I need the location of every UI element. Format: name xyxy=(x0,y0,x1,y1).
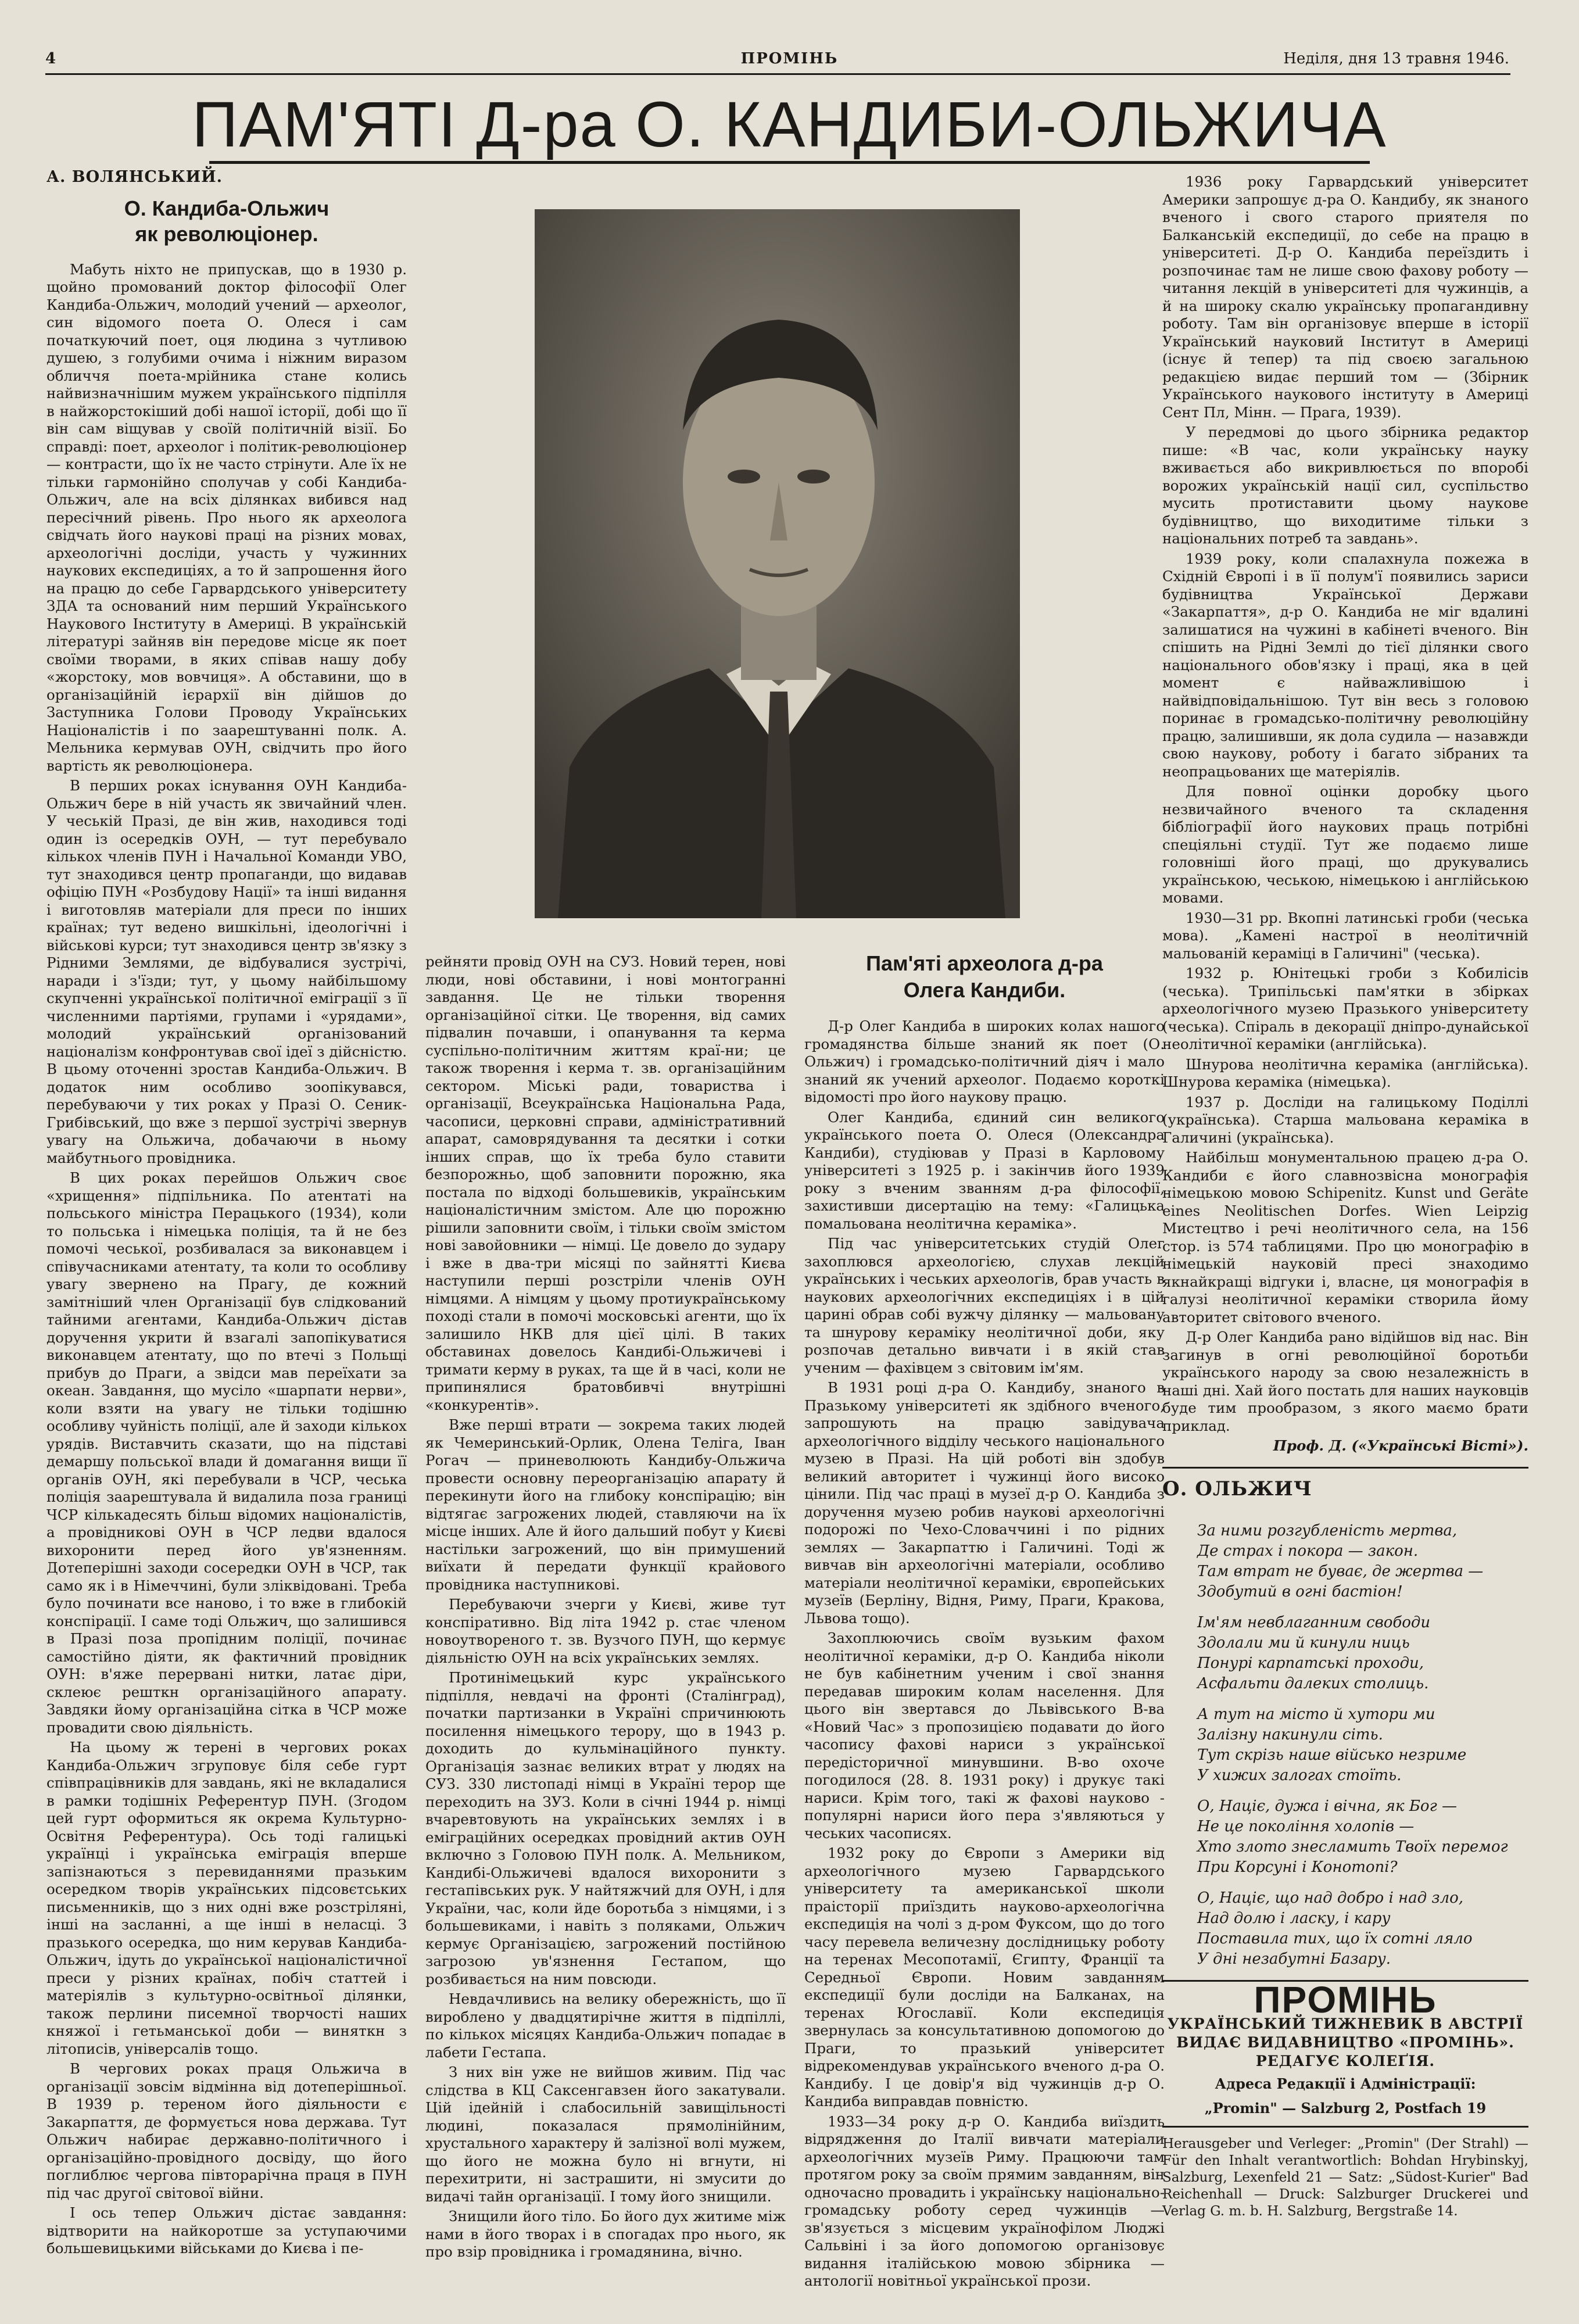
poem-line: Тут скрізь наше військо незриме xyxy=(1197,1746,1467,1764)
poem-line: О, Націє, що над добро і над зло, xyxy=(1197,1889,1464,1907)
title-underline xyxy=(209,161,1370,164)
article2-title-line2: Олега Кандиби. xyxy=(903,978,1066,1002)
poem-stanza xyxy=(1197,1613,1528,1694)
poem-line: Там втрат не буває, де жертва — xyxy=(1197,1563,1484,1580)
paragraph: У передмові до цього збірника редактор пише: «В час, коли українську науку вживається або викривлюється по впоробі ворожих українській нації сил, суспільство мусить протиставити цьому наукове будівництво, що виходитиме тільки з національних потреб та завдань». xyxy=(1162,424,1528,547)
article2-title xyxy=(804,950,1165,1004)
poem-line: О, Націє, дужа і вічна, як Бог — xyxy=(1197,1797,1457,1815)
paragraph: 1936 року Гарвардський університет Америки запрошує д-ра О. Кандибу, як знаного вченого і свого старого приятеля по Балканській експедиції, до себе на працю в університеті. Д-р О. Кандиба переїздить і розпочинає там не лише свою фахову роботу — читання лекцій в університеті для чужинців, а й на широку скалю українську пропагандивну роботу. Там він організовує вперше в історії Український науковий Інститут в Америці (існує й тепер) та під своєю загальною редакцією видає перший том — (Збірник Українського наукового інституту в Америці Сент Пл, Мінн. — Прага, 1939). xyxy=(1162,173,1528,421)
paragraph: рейняти провід ОУН на СУЗ. Новий терен, нові люди, нові обставини, і нові монтогранні завдання. Це не тільки творення організаційної сітки. Це творення, від самих підвалин почавши, і опанування та керма суспільно-політичним життям краї-ни; це також творення і керма т. зв. організаційним сектором. Міські ради, товариства і організації, Всеукраїнська Національна Рада, часописи, церковні справи, адміністративний апарат, самоврядування та десятки і сотки інших справ, що їх треба було ставити безпорожньо, щоб заповнити порожню, яка постала по відході большевиків, українським націоналістичним змістом. Але цю порожню рішили заповнити своїм, і тільки своїм змістом нові завойовники — німці. Це довело до зудару і вже в два-три місяці по зайнятті Києва наступили перші розстріли членів ОУН німцями. А німцям у цьому протиукраїнському поході стали в помочі московські агенти, що їх залишило НКВ для цієї цілі. В таких обставинах довелось Кандибі-Ольжичеві і тримати керму в руках, та ще й в часі, коли не припинялися братовбивчі внутрішні «конкурентів». xyxy=(425,953,786,1413)
right-column xyxy=(1162,173,1528,2220)
paragraph: В перших роках існування ОУН Кандиба-Ольжич бере в ній участь як звичайний член. У чеській Празі, де він жив, находився тоді один із осередків ОУН, — тут перебувало кількох членів ПУН і Начальної Команди УВО, тут знаходився центр пропаганди, що видавав офіцію ПУН «Розбудову Нації» та інші видання і виготовляв матеріали для преси по інших країнах; тут ведено вишкільні, ідеологічні і військові курси; тут знаходився центр зв'язку з Рідними Землями, де відбувалися зустрічі, наради і з'їзди; тут, у цьому найбільшому скупченні української політичної еміграції з її численними партіями, групами і «урядами», молодий український організований націоналізм конфронтував свої ідеї з дійсністю. В цьому оточенні зростав Кандиба-Ольжич. В додаток ним особливо зоопікувався, перебуваючи у тих роках у Празі О. Сеник-Грибівський, що вже з першої зустрічі звернув увагу на Ольжича, добачаючи в ньому майбутнього провідника. xyxy=(46,777,407,1166)
poem-author: О. ОЛЬЖИЧ xyxy=(1162,1477,1312,1501)
paragraph: Вже перші втрати — зокрема таких людей як Чемеринський-Орлик, Олена Теліга, Іван Рогач — приневолюють Кандибу-Ольжича провести основну переорганізацію апарату й перекинути його на глибоку конспірацію; він відтягає загрожених людей, ставляючи на їх місце інших. Але й його дальший побут у Києві настільки загрожений, що він примушений виїхати й передати функції крайового провідника наступникові. xyxy=(425,1416,786,1593)
paragraph: Під час університетських студій Олег захоплювся археологією, слухав лекцій українських і чеських археологів, брав участь в наукових археологічних експедиціях і в цій царині обрав собі вужчу ділянку — мальовану та шнурову кераміку неолітичної доби, яку розпочав детально вивчати і в якій став ученим — фахівцем з світовим ім'ям. xyxy=(804,1235,1165,1376)
paragraph: На цьому ж терені в чергових роках Кандиба-Ольжич згруповує біля себе гурт співпрацівників для завдань, які не вкладалися в рамки тодішніх Референтур ПУН. (Згодом цей гурт оформиться як окрема Культурно-Освітня Референтура). Ось тоді галицькі українці і українська еміграція вперше запізнаються з перевиданнями празьким осередком творів українських підсовєтських письменників, що з них одні вже розстріляні, інші на засланні, а ще інші в неласці. З празького осередка, що ним керував Кандиба-Ольжич, ідуть до української націоналістичної преси у різних країнах, побіч статтей і матеріялів з культурно-освітньої ділянки, також перлини писемної творчості наших княжої і гетьманської доби — виняткн з літописів, універсалів тощо. xyxy=(46,1739,407,2057)
paragraph: Д-р Олег Кандиба в широких колах нашого громадянства більше знаний як поет (О. Ольжич) і громадсько-політичний діяч і мало знаний як учений археолог. Подаємо короткі відомості про його наукову працю. xyxy=(804,1018,1165,1105)
poem-line: Здобутий в огні бастіон! xyxy=(1197,1583,1403,1600)
paragraph: В 1931 році д-ра О. Кандибу, знаного в Празькому університеті як здібного вченого, запрошують на працю завідувача археологічного відділу чеського національного музею в Празі. На цій роботі він здобув великий авторитет і чужинці його високо цінили. Під час праці в музеї д-р О. Кандиба з доручення музею робив наукові археологічні подорожі по Чехо-Словаччині і по рідних землях — Закарпаттю і Галичині. Тоді ж вивчав він археологічні матеріали, особливо матеріали неолітичної кераміки, європейських музеїв (Берліну, Відня, Риму, Праги, Кракова, Львова тощо). xyxy=(804,1379,1165,1627)
poem-line: Понурі карпатські проходи, xyxy=(1197,1655,1424,1672)
poem-line: Здолали ми й кинули ниць xyxy=(1197,1634,1410,1652)
poem-line: Хто злото знесламить Твоїх перемог xyxy=(1197,1838,1508,1856)
section-divider xyxy=(1162,2126,1528,2128)
paragraph: Найбільш монументальною працею д-ра О. Кандиби є його славнозвісна монографія німецькою мовою Schipenitz. Kunst und Geräte eines Neolitischen Dorfes. Wien Leipzig Мистецтво і речі неолітичного села, на 156 стор. із 574 таблицями. Про цю монографію в німецькій науковій пресі знаходимо якнайкращі відгуки і, власне, ця монографія в галузі неолітичної кераміки створила йому авторитет світового вченого. xyxy=(1162,1149,1528,1326)
paragraph: Д-р Олег Кандиба рано відійшов від нас. Він загинув в огні революційної боротьби українського народу за свою незалежність в наші дні. Хай його постать для наших науковців буде тим прообразом, з якого маємо брати приклад. xyxy=(1162,1328,1528,1434)
poem-line: Ім'ям невблаганним свободи xyxy=(1197,1614,1431,1631)
paragraph: 1932 року до Європи з Америки від археологічного музею Гарвардського університету та американської школи праісторії приїздить науково-археологічна експедиція на чолі з д-ром Фуксом, що до того часу перевела величезну дослідницьку роботу на теренах Месопотамії, Єгипту, Франції та Середньої Європи. Новим завданням експедиції були досліди на Балканах, на теренах Югославії. Коли експедиція звернулась за консультативною допомогою до Праги, то празький університет відрекомендував українського вченого д-ра О. Кандибу. І це довір'я від чужинців д-р О. Кандиба виправдав повністю. xyxy=(804,1845,1165,2110)
paragraph: Невдачливись на велику обережність, що її вироблено у двадцятирічне життя в підпіллі, по кількох місяцях Кандиба-Ольжич попадає в лабети Гестапа. xyxy=(425,1990,786,2061)
imprint: Herausgeber und Verleger: „Promin" (Der Strahl) — Für den Inhalt verantwortlich: Bohdan Hrybinskyj, Salzburg, Lexenfeld 21 — Satz: „Südost-Kurier" Bad Reichenhall — Druck: Salzburger Druckerei und Verlag G. m. b. H. Salzburg, Bergstraße 14. xyxy=(1162,2136,1528,2219)
paragraph: З них він уже не вийшов живим. Під час слідства в КЦ Саксенгавзен його закатували. Цій ідейній і слабосильній завищільності людині, показалася прямолінійним, хрустального характеру й залізної волі мужем, що його не можна було ні вгнути, ні перехитрити, ні застрашити, ні змусити до видачі тайн організації. І тому його знищили. xyxy=(425,2064,786,2205)
masthead-name: ПРОМІНЬ xyxy=(1254,1979,1437,2021)
paragraph: Захоплюючись своїм вузьким фахом неолітичної кераміки, д-р О. Кандиба ніколи не був кабінетним ученим і свої знання передавав широким колам населення. Для цього він звертався до Львівського В-ва «Новий Час» з пропозицією подавати до його часопису фахові нариси з української передісторичної минувшини. В-во охоче погодилося (28. 8. 1931 року) і друкує такі нариси. Крім того, такі ж фахові науково - популярні нариси його пера з'являються у чеських часописях. xyxy=(804,1630,1165,1842)
article2-column3 xyxy=(804,950,1165,2293)
page-title: ПАМ'ЯТІ Д-ра О. КАНДИБИ-ОЛЬЖИЧА xyxy=(192,89,1387,160)
poem-line: При Корсуні і Конотопі? xyxy=(1197,1859,1398,1876)
paragraph: В чергових роках праця Ольжича в організації зовсім відмінна від дотеперішньої. В 1939 р. тереном його діяльности є Закарпаття, де формується нова держава. Тут Ольжич набирає державно-політичного і організаційно-провідного досвіду, що його поглиблює чергова півторарічна праця в ПУН під час другої світової війни. xyxy=(46,2060,407,2201)
paragraph: Шнурова неолітична кераміка (англійська). Шнурова кераміка (німецька). xyxy=(1162,1055,1528,1090)
poem-line: Де страх і покора — закон. xyxy=(1197,1542,1419,1560)
paragraph: 1930—31 рр. Вкопні латинські гроби (чеська мова). „Камені настрої в неолітичній мальованій кераміці в Галичині" (чеська). xyxy=(1162,909,1528,962)
article1-title-line1: О. Кандиба-Ольжич xyxy=(124,196,330,220)
masthead-address-label: Адреса Редакції і Адміністрації: xyxy=(1215,2075,1476,2092)
poem-stanza xyxy=(1197,1704,1528,1786)
article1-author: А. ВОЛЯНСЬКИЙ. xyxy=(46,168,223,186)
article2-signature: Проф. Д. («Українські Вісті»). xyxy=(1273,1437,1528,1454)
poem-line: За ними розгубленість мертва, xyxy=(1197,1522,1458,1539)
poem-line: Над долю і ласку, і кару xyxy=(1197,1910,1391,1927)
poem xyxy=(1162,1521,1528,1970)
header-rule xyxy=(45,73,1510,75)
poem-line: У дні незабутні Базару. xyxy=(1197,1950,1391,1968)
poem-line: У хижих залогах стоїть. xyxy=(1197,1767,1402,1784)
paragraph: 1933—34 року д-р О. Кандиба виїздить відрядження до Італії вивчати матеріали археологічних музеїв Риму. Працюючи там протягом року за своїм прямим завданням, він одночасно провадить і українську національно-громадську роботу серед чужинців — зв'язується з місцевим українофілом Люджі Сальвіні і за його допомогою організовує видання італійською мовою збірника — антології новітньої української прози. xyxy=(804,2112,1165,2289)
paragraph: 1937 р. Досліди на галицькому Поділлі (українська). Старша мальована кераміка в Галичині (українська). xyxy=(1162,1093,1528,1146)
article1-column2 xyxy=(425,953,786,2264)
masthead-line2: ВИДАЄ ВИДАВНИЦТВО «ПРОМІНЬ». xyxy=(1176,2033,1514,2051)
poem-line: Залізну накинули сіть. xyxy=(1197,1726,1383,1743)
poem-stanza xyxy=(1197,1888,1528,1970)
portrait-photo xyxy=(535,209,1020,918)
poem-line: Поставила тих, що їх сотні ляло xyxy=(1197,1930,1473,1947)
paragraph: Мабуть ніхто не припускав, що в 1930 р. щойно промований доктор філософії Олег Кандиба-Ольжич, молодий учений — археолог, син відомого поета О. Олеся і сам початкуючий поет, оця людина з чутливою душею, з голубими очима і ніжним виразом обличчя поета-мрійника стане колись найвизначнішим мужем українського підпілля в найжорстокіший добі нашої історії, добі що її він сам віщував у своїй політичній візії. Бо справді: поет, археолог і політик-революціонер — контрасти, що їх не часто стрінути. Але їх не тільки гармонійно сполучав у собі Кандиба-Ольжич, але на всіх ділянках вибився над пересічний рівень. Про нього як археолога свідчать його наукові праці на різних мовах, археологічні досліди, участь у чужинних наукових експедиціях, а то й запрошення його на працю до себе Гарвардського університету ЗДА та оснований ним перший Українського Наукового Інституту в Америці. В українській літературі зайняв він передове місце як поет своїми творами, в яких співав нашу добу «жорстоку, мов вовчиця». А обставини, що в організаційній ієрархії він дійшов до Заступника Голови Проводу Українських Націоналістів і по заарештуванні полк. А. Мельника кермував ОУН, свідчить про його вартість як революціонера. xyxy=(46,260,407,774)
poem-line: Не це покоління холопів — xyxy=(1197,1818,1415,1835)
paragraph: І ось тепер Ольжич дістає завдання: відтворити на найкоротше за уступаючими большевицькими військами до Києва і пе- xyxy=(46,2204,407,2257)
article1-title xyxy=(46,196,407,247)
paragraph: 1932 р. Юнітецькі гроби з Кобилісів (чеська). Трипільські пам'ятки в збірках археологічного музею Празького університету (чеська). Спіраль в декорації дніпро-дунайської неолітичної кераміки (англійська). xyxy=(1162,965,1528,1052)
paragraph: Для повної оцінки доробку цього незвичайного вченого та складення бібліографії його наукових праць потрібні спеціяльні студії. Тут же подаємо лише головніші його праці, що друкувались українською, чеською, німецькою і англійською мовами. xyxy=(1162,783,1528,906)
paragraph: Знищили його тіло. Бо його дух житиме між нами в його творах і в спогадах про нього, як про взір провідника і громадянина, вічно. xyxy=(425,2208,786,2260)
paragraph: В цих роках перейшов Ольжич своє «хрищення» підпільника. По атентаті на польського міністра Перацького (1934), коли то польська і німецька поліція, та й не без помочі чеської, розбивалася за виконавцем і співучасниками атентату, та коли то особливу увагу звернено на Прагу, де кожний замітніший член Організації був слідкований тайними агентами, Кандиба-Ольжич дістав доручення укрити й взагалі запопікуватися виконавцем атентату, що по втечі з Польщі прибув до Праги, а звідси мав переїхати за океан. Завдання, що мусіло «шарпати нерви», коли взяти на увагу не тільки тодішню особливу чуйність поліції, але й заходи кількох урядів. Виставчить сказати, що на підставі демаршу польської влади й домагання вищи її органів ОУН, які перебували в ЧСР, чеська поліція заарештувала й видалила поза границі ЧСР кількадесять більш відомих націоналістів, а провідникові ОУН в ЧСР ледви вдалося вихоронити перед його ув'язненням. Дотеперішні заходи сосередки ОУН в ЧСР, так само як і в Німеччині, були зліквідовані. Треба було починати все наново, і то вже в глибокій конспірації. І саме тоді Ольжич, що залишився в Празі поза пропідним поліції, починає самостійно діяти, як фактичний провідник ОУН: в'яже перервані нитки, латає діри, склеює решткн організаційного апарату. Завдяки йому організаційна сітка в ЧСР може провадити свою діяльність. xyxy=(46,1169,407,1736)
paper-name-header: ПРОМІНЬ xyxy=(740,50,839,67)
masthead-address: „Promin" — Salzburg 2, Postfach 19 xyxy=(1204,2100,1487,2117)
article1-column1 xyxy=(46,169,407,2260)
masthead-line1: УКРАЇНСЬКИЙ ТИЖНЕВИК В АВСТРІЇ xyxy=(1167,2015,1524,2032)
masthead-line3: РЕДАГУЄ КОЛЕҐІЯ. xyxy=(1255,2052,1435,2069)
article2-title-line1: Пам'яті археолога д-ра xyxy=(866,951,1103,975)
poem-line: Асфальти далеких столиць. xyxy=(1197,1675,1429,1692)
poem-stanza xyxy=(1197,1796,1528,1878)
poem-line: А тут на місто й хутори ми xyxy=(1197,1706,1435,1723)
paragraph: Перебуваючи зчерги у Києві, живе тут конспіративно. Від літа 1942 р. стає членом новоутвореного т. зв. Вузчого ПУН, що кермує діяльністю ОУН на всіх українських землях. xyxy=(425,1596,786,1666)
section-divider xyxy=(1162,1467,1528,1469)
paragraph: 1939 року, коли спалахнула пожежа в Східній Європі і в її полум'ї появились зариси будівництва Української Держави «Закарпаття», д-р О. Кандиба не міг вдалині залишатися на чужині в кабінеті вченого. Він спішить на Рідні Землі до тієї ділянки свого національного обов'язку і праці, яка в цей момент є найважливішою і найвідповідальнішою. Тут він весь з головою поринає в громадсько-політичну революційну працю, залишивши, як дола судила — назавжди свою наукову, роботу і багато зібраних та неопрацьованих ще матеріялів. xyxy=(1162,550,1528,780)
article1-title-line2: як революціонер. xyxy=(135,221,318,246)
issue-date: Неділя, дня 13 травня 1946. xyxy=(1283,50,1509,67)
poem-stanza xyxy=(1197,1521,1528,1602)
page-number: 4 xyxy=(45,50,58,67)
paragraph: Протинімецький курс українського підпілля, невдачі на фронті (Сталінград), початки партизанки в Україні спричинюють посилення німецького терору, що в 1943 р. доходить до кульмінаційного пункту. Організація зазнає великих втрат у людях на СУЗ. 330 листопаді німці в Україні терор ще переходить на ЗУЗ. Коли в січні 1944 р. німці вчаревтовують на українських землях і в еміграційних осередках провідний актив ОУН включно з Головою ПУН полк. А. Мельником, Кандибі-Ольжичеві вдалося вихоронити з гестапівських рук. У найтяжчий для ОУН, і для України, час, коли йде боротьба з німцями, і з большевиками, і навіть з поляками, Ольжич кермує Організацією, загрожений постійною загрозою ув'язнення Гестапом, що розбивається на ним повсюди. xyxy=(425,1669,786,1988)
portrait-image xyxy=(535,209,1020,918)
paragraph: Олег Кандиба, єдиний син великого українського поета О. Олеся (Олександра Кандиби), студіював у Празі в Карловому університеті з 1925 р. і закінчив його 1939 року з вченим званням д-ра філософії, захистивши дисертацію на тему: «Галицька помальована неолітична кераміка». xyxy=(804,1108,1165,1232)
